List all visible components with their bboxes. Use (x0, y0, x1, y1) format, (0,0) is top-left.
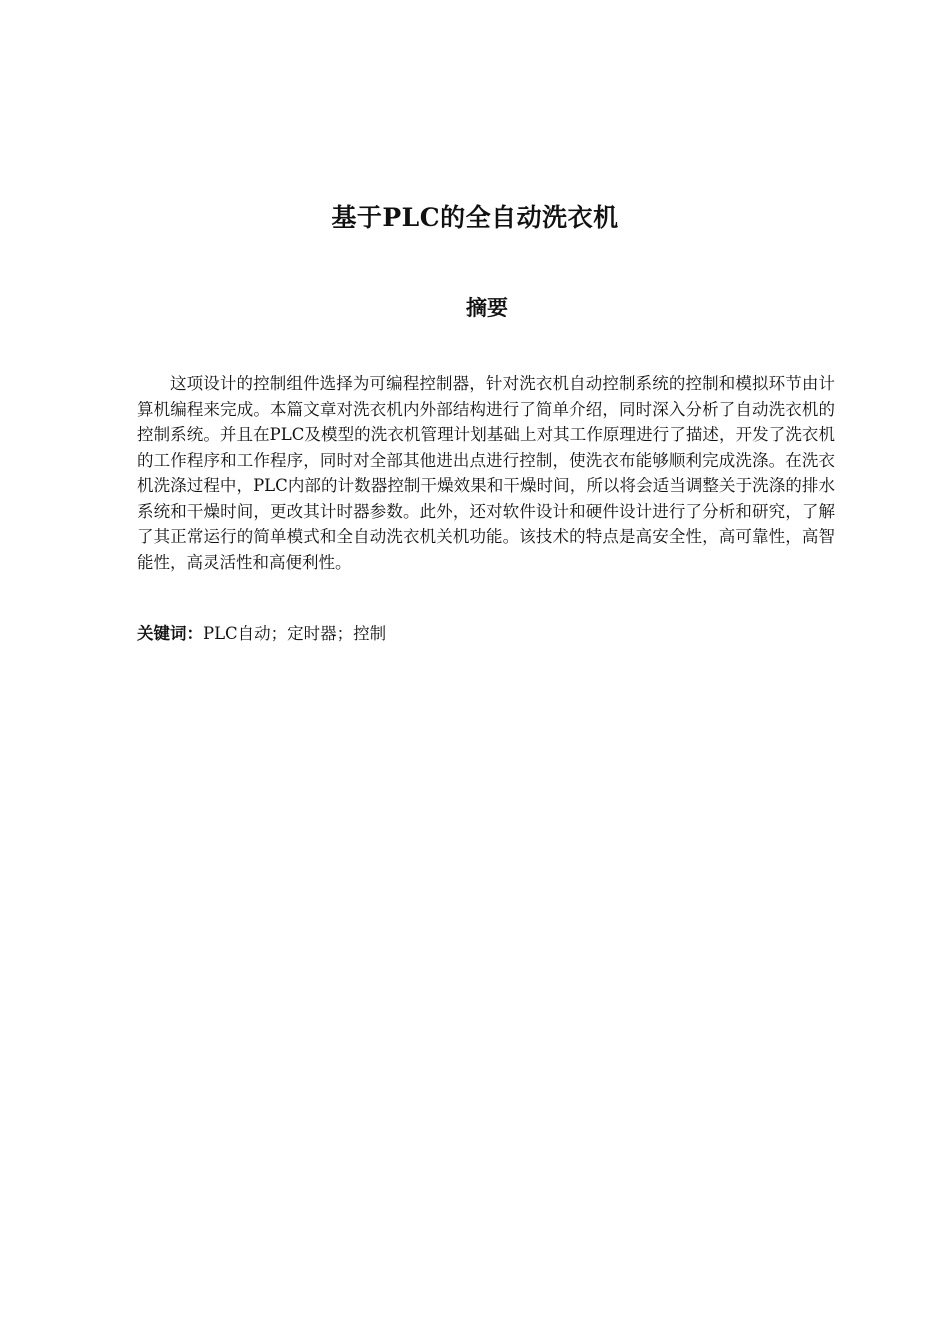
abstract-body: 这项设计的控制组件选择为可编程控制器，针对洗衣机自动控制系统的控制和模拟环节由计算机编程来完成。本篇文章对洗衣机内外部结构进行了简单介绍，同时深入分析了自动洗衣机的控制系统。并且在PLC及模型的洗衣机管理计划基础上对其工作原理进行了描述，开发了洗衣机的工作程序和工作程序，同时对全部其他进出点进行控制，使洗衣布能够顺利完成洗涤。在洗衣机洗涤过程中，PLC内部的计数器控制干燥效果和干燥时间，所以将会适当调整关于洗涤的排水系统和干燥时间，更改其计时器参数。此外，还对软件设计和硬件设计进行了分析和研究，了解了其正常运行的简单模式和全自动洗衣机关机功能。该技术的特点是高安全性，高可靠性，高智能性，高灵活性和高便利性。 (137, 374, 835, 572)
keywords-label: 关键词： (137, 624, 203, 643)
paper-title: 基于PLC的全自动洗衣机 (331, 203, 619, 232)
abstract-heading: 摘要 (466, 295, 508, 320)
keywords-line (137, 621, 835, 647)
keywords-value: PLC自动；定时器；控制 (203, 624, 387, 643)
